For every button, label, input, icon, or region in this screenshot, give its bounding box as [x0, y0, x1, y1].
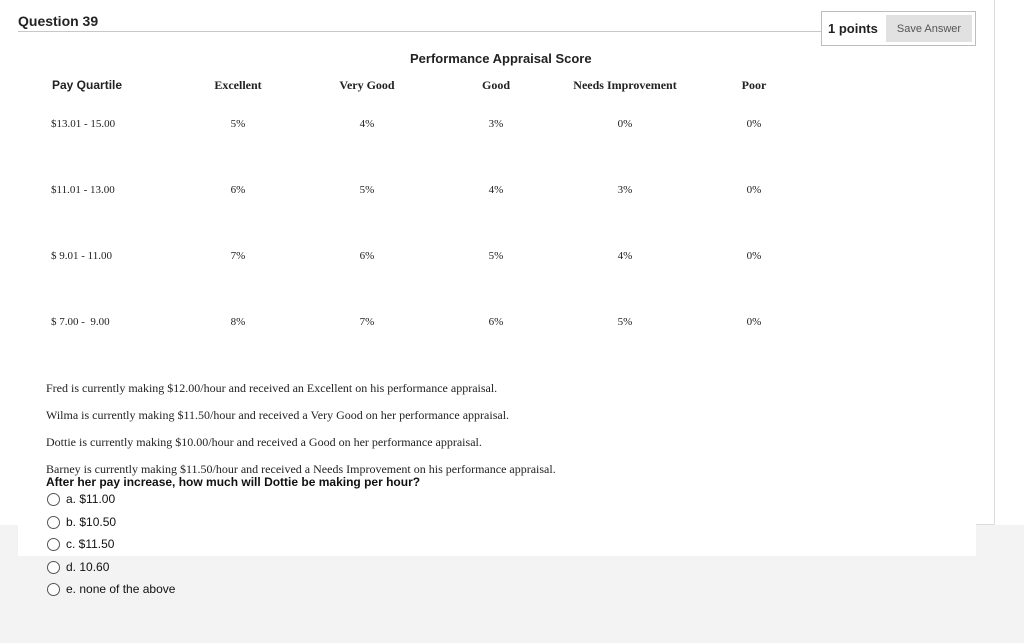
table-cell: 5%	[617, 316, 633, 328]
table-cell: 0%	[746, 184, 762, 196]
panel-border-foot	[976, 524, 995, 525]
radio-button[interactable]	[47, 493, 60, 506]
answer-option-label: e. none of the above	[66, 582, 176, 596]
table-cell: 6%	[488, 316, 504, 328]
answer-option-e[interactable]	[47, 580, 175, 598]
column-header-needs-improvement: Needs Improvement	[573, 78, 677, 92]
table-cell: 3%	[617, 184, 633, 196]
answer-option-c[interactable]	[47, 535, 114, 553]
answer-option-label: b. $10.50	[66, 515, 117, 529]
story-line-wilma: Wilma is currently making $11.50/hour and received a Very Good on her performance appraisal.	[46, 408, 510, 422]
answer-option-b[interactable]	[47, 513, 116, 531]
radio-button[interactable]	[47, 538, 60, 551]
table-cell: 0%	[617, 118, 633, 130]
answer-option-label: c. $11.50	[66, 537, 115, 551]
story-line-dottie: Dottie is currently making $10.00/hour and received a Good on her performance appraisal.	[46, 435, 482, 449]
question-prompt: After her pay increase, how much will Dottie be making per hour?	[46, 475, 421, 489]
table-cell: 7%	[230, 250, 246, 262]
row-label: $ 9.01 - 11.00	[51, 250, 113, 262]
panel-border	[994, 0, 995, 525]
table-heading: Performance Appraisal Score	[410, 51, 592, 66]
save-answer-button[interactable]: Save Answer	[886, 15, 972, 42]
answer-option-d[interactable]	[47, 558, 109, 576]
table-cell: 0%	[746, 118, 762, 130]
table-cell: 8%	[230, 316, 246, 328]
column-header-excellent: Excellent	[214, 78, 262, 92]
story-line-barney: Barney is currently making $11.50/hour and received a Needs Improvement on his performance appraisal.	[46, 462, 556, 476]
row-label: $11.01 - 13.00	[51, 184, 115, 196]
column-header-very-good: Very Good	[339, 78, 395, 92]
question-title: Question 39	[18, 13, 99, 29]
table-cell: 5%	[488, 250, 504, 262]
table-cell: 0%	[746, 316, 762, 328]
table-cell: 0%	[746, 250, 762, 262]
table-cell: 5%	[230, 118, 246, 130]
row-label: $ 7.00 - 9.00	[51, 316, 110, 328]
answer-option-label: a. $11.00	[66, 492, 116, 506]
column-header-good: Good	[481, 78, 511, 92]
answer-option-label: d. 10.60	[66, 560, 110, 574]
points-label: 1 points	[828, 21, 878, 36]
answer-option-a[interactable]	[47, 490, 115, 508]
radio-button[interactable]	[47, 561, 60, 574]
table-cell: 4%	[488, 184, 504, 196]
table-cell: 3%	[488, 118, 504, 130]
table-cell: 4%	[359, 118, 375, 130]
table-cell: 4%	[617, 250, 633, 262]
row-label: $13.01 - 15.00	[51, 118, 116, 130]
column-header-poor: Poor	[741, 78, 767, 92]
pay-quartile-header: Pay Quartile	[52, 78, 123, 92]
story-line-fred: Fred is currently making $12.00/hour and received an Excellent on his performance appraisal.	[46, 381, 498, 395]
question-divider	[18, 31, 822, 32]
radio-button[interactable]	[47, 516, 60, 529]
table-cell: 7%	[359, 316, 375, 328]
table-cell: 6%	[359, 250, 375, 262]
points-box	[821, 11, 976, 46]
radio-button[interactable]	[47, 583, 60, 596]
table-cell: 5%	[359, 184, 375, 196]
table-cell: 6%	[230, 184, 246, 196]
